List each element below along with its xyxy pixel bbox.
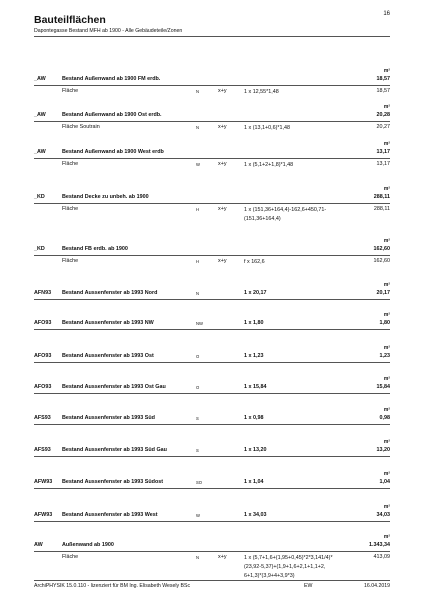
row-divider [34,362,390,363]
row-divider [34,299,390,300]
entry-description: Bestand Aussenfenster ab 1993 Ost [62,353,154,359]
entry-description: Bestand Aussenfenster ab 1993 West [62,512,158,518]
sub-formula [244,88,279,97]
entry-total: 162,60 [373,246,390,252]
operator-label: x+y [218,161,227,167]
orientation-code: NW [196,321,203,326]
entry-formula: 1 x 34,03 [244,512,267,518]
entry-code: AFO93 [34,353,52,359]
entry-description: Bestand Außenwand ab 1900 FM erdb. [62,76,161,82]
orientation-code: W [196,162,200,167]
sub-label: Fläche [62,88,79,94]
orientation-code: H [196,207,200,212]
table-row [0,186,424,226]
entry-total: 1,23 [379,353,390,359]
entry-formula: 1 x 1,80 [244,320,264,326]
entry-formula: 1 x 1,04 [244,479,264,485]
sub-label: Fläche [62,161,79,167]
orientation-code: N [196,291,200,296]
sub-label: Fläche [62,554,79,560]
row-divider [34,551,390,552]
entry-description: Bestand Aussenfenster ab 1993 Süd [62,415,155,421]
entry-description: Bestand Aussenfenster ab 1993 Ost Gau [62,384,166,390]
header-divider [34,36,390,37]
orientation-code: N [196,89,200,94]
table-row [0,238,424,278]
orientation-code: O [196,385,200,390]
entry-description: Bestand Aussenfenster ab 1993 NW [62,320,154,326]
sub-formula [244,124,290,133]
entry-code: AFO93 [34,384,52,390]
sub-formula [244,554,333,581]
row-divider [34,393,390,394]
formula-line: 1 x (5,1+2+1,8)*1,48 [244,162,294,168]
entry-description: Bestand Aussenfenster ab 1993 Südost [62,479,164,485]
entry-description: Bestand Aussenfenster ab 1993 Nord [62,290,158,296]
row-divider [34,158,390,159]
unit-label: m² [383,68,390,74]
entry-description: Bestand Außenwand ab 1900 Ost erdb. [62,112,162,118]
row-divider [34,521,390,522]
sub-value: 288,11 [373,206,390,212]
entry-total: 20,28 [376,112,390,118]
entry-code: AFS93 [34,447,51,453]
sub-value: 13,17 [376,161,390,167]
entry-code: _AW [34,76,46,82]
entry-formula: 1 x 13,20 [244,447,267,453]
sub-label: Fläche Soutrain [62,124,100,130]
row-divider [34,329,390,330]
entry-total: 1,80 [379,320,390,326]
entry-code: AW [34,542,43,548]
entry-code: AFW93 [34,512,53,518]
operator-label: x+y [218,206,227,212]
row-divider [34,121,390,122]
unit-label: m² [383,439,390,445]
unit-label: m² [383,282,390,288]
entry-total: 1,04 [379,479,390,485]
operator-label: x+y [218,124,227,130]
operator-label: x+y [218,258,227,264]
table-row [0,68,424,108]
page-number: 16 [383,11,390,17]
sub-formula [244,258,265,267]
operator-label: x+y [218,554,227,560]
unit-label: m² [383,141,390,147]
entry-description: Bestand Aussenfenster ab 1993 Süd Gau [62,447,167,453]
sub-formula [244,161,293,170]
entry-total: 20,17 [376,290,390,296]
sub-label: Fläche [62,206,79,212]
entry-description: Außenwand ab 1900 [62,542,114,548]
entry-total: 34,03 [376,512,390,518]
row-divider [34,488,390,489]
unit-label: m² [383,345,390,351]
sub-formula [244,206,326,224]
row-divider [34,255,390,256]
sub-value: 18,57 [376,88,390,94]
entry-total: 13,17 [376,149,390,155]
row-divider [34,203,390,204]
formula-line: 6+1,3)*(3,9+4+3,9*3) [244,573,295,579]
unit-label: m² [383,504,390,510]
entry-code: AFO93 [34,320,52,326]
row-divider [34,85,390,86]
entry-description: Bestand FB erdb. ab 1900 [62,246,128,252]
unit-label: m² [383,238,390,244]
entry-code: _KD [34,246,45,252]
orientation-code: H [196,259,200,264]
table-row [0,534,424,579]
footer-divider [34,580,390,581]
entry-formula: 1 x 0,98 [244,415,264,421]
orientation-code: W [196,513,200,518]
entry-total: 15,84 [376,384,390,390]
sub-value: 413,09 [373,554,390,560]
entry-total: 1.343,34 [369,542,390,548]
entry-description: Bestand Decke zu unbeh. ab 1900 [62,194,149,200]
orientation-code: S [196,416,199,421]
document-subtitle: Dapontegasse Bestand MFH ab 1900 - Alle Gebäudeteile/Zonen [34,28,183,34]
table-row [0,104,424,144]
operator-label: x+y [218,88,227,94]
sub-value: 162,60 [373,258,390,264]
entry-code: AFN93 [34,290,52,296]
formula-line: 1 x (151,36+164,4)-162,6+450,71- [244,207,327,213]
document-title: Bauteilflächen [34,14,106,26]
orientation-code: N [196,125,200,130]
entry-code: _KD [34,194,45,200]
entry-description: Bestand Außenwand ab 1900 West erdb [62,149,164,155]
formula-line: (23,92-5,37)+(1,9+1,6+2,1+1,1+2, [244,564,326,570]
unit-label: m² [383,534,390,540]
entry-total: 288,11 [373,194,390,200]
unit-label: m² [383,186,390,192]
orientation-code: SO [196,480,203,485]
formula-line: 1 x (5,7+1,6+(1,95+0,45)*2*3,141/4)* [244,555,333,561]
footer-initials: EW [304,583,313,589]
unit-label: m² [383,376,390,382]
orientation-code: N [196,555,200,560]
row-divider [34,424,390,425]
entry-total: 0,98 [379,415,390,421]
formula-line: 1 x 12,55*1,48 [244,89,279,95]
sub-label: Fläche [62,258,79,264]
entry-total: 13,20 [376,447,390,453]
formula-line: 1 x (13,1+0,6)*1,48 [244,125,291,131]
unit-label: m² [383,104,390,110]
entry-code: AFW93 [34,479,53,485]
orientation-code: O [196,354,200,359]
orientation-code: S [196,448,199,453]
footer-date: 16.04.2019 [364,583,390,589]
table-row [0,141,424,181]
unit-label: m² [383,471,390,477]
entry-total: 18,57 [376,76,390,82]
formula-line: f x 162,6 [244,259,265,265]
entry-formula: 1 x 20,17 [244,290,267,296]
entry-code: _AW [34,112,46,118]
unit-label: m² [383,407,390,413]
entry-formula: 1 x 15,84 [244,384,267,390]
entry-code: _AW [34,149,46,155]
sub-value: 20,27 [376,124,390,130]
entry-formula: 1 x 1,23 [244,353,264,359]
page-footer [34,583,390,591]
row-divider [34,456,390,457]
footer-license: ArchiPHYSIK 15.0.110 - lizenziert für BM Ing. Elisabeth Wesely BSc [34,583,191,589]
unit-label: m² [383,312,390,318]
formula-line: (151,36+164,4) [244,216,281,222]
entry-code: AFS93 [34,415,51,421]
